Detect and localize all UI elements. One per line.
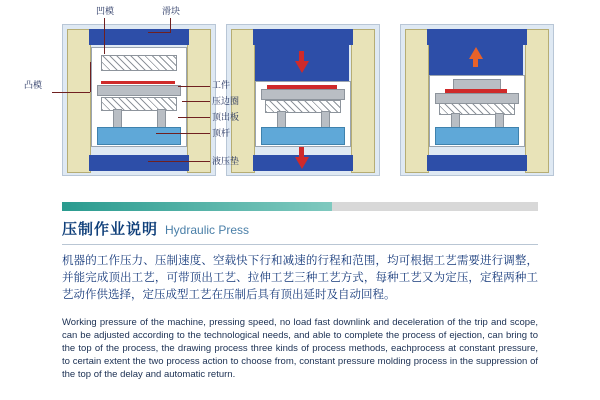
- convex-die-shape: [101, 55, 177, 71]
- leader-blank-holder: [182, 101, 210, 102]
- hydraulic-cushion-shape: [261, 127, 345, 145]
- label-hydraulic-cushion: 液压垫: [212, 156, 240, 166]
- diagram-panel-pressing: [226, 24, 380, 176]
- hydraulic-cushion-shape: [97, 127, 181, 145]
- label-slider: 滑块: [162, 6, 181, 16]
- leader-convex-die-v: [90, 62, 91, 92]
- diagram-panel-open: [62, 24, 216, 176]
- section-heading-cn: 压制作业说明: [62, 221, 159, 238]
- leader-ejector-rod: [156, 133, 210, 134]
- label-convex-die: 凸模: [24, 80, 43, 90]
- press-bed: [427, 155, 527, 171]
- press-bed: [89, 155, 189, 171]
- label-concave-die: 凹模: [96, 6, 115, 16]
- down-arrow-stem: [299, 147, 304, 157]
- press-crown: [427, 29, 527, 45]
- workpiece-shape: [101, 81, 175, 84]
- section-divider: [62, 202, 538, 211]
- description-section: [62, 218, 538, 390]
- heading-rule: [62, 244, 538, 245]
- ejector-rod-shape: [113, 109, 122, 129]
- leader-convex-die: [52, 92, 90, 93]
- leader-slider-h: [148, 32, 171, 33]
- section-heading-en: Hydraulic Press: [165, 223, 250, 237]
- down-arrow-stem: [299, 51, 304, 61]
- ejector-rod-shape: [157, 109, 166, 129]
- body-text-cn: 机器的工作压力、压制速度、空载快下行和减速的行程和范围，均可根据工艺需要进行调整，并能完成顶出工艺，可带顶出工艺、拉伸工艺三种工艺方式，每种工艺又为定压，定程两种工艺动作供选择，定压成型工艺在压制后具有顶出延时及自动回程。: [62, 255, 538, 301]
- press-crown: [253, 29, 353, 45]
- leader-ejector-plate: [178, 117, 210, 118]
- down-arrow-head: [295, 61, 309, 73]
- label-workpiece: 工件: [212, 80, 231, 90]
- hydraulic-cushion-shape: [435, 127, 519, 145]
- section-divider-accent: [62, 202, 332, 211]
- leader-concave-die: [104, 18, 105, 54]
- press-frame-right: [525, 29, 549, 173]
- leader-hydraulic-cushion: [148, 161, 210, 162]
- leader-slider-v: [170, 18, 171, 32]
- press-frame-right: [351, 29, 375, 173]
- section-heading: [62, 218, 538, 242]
- up-arrow-head: [469, 47, 483, 59]
- blank-holder-shape: [97, 85, 181, 96]
- blank-holder-shape: [261, 89, 345, 100]
- leader-workpiece: [178, 86, 210, 87]
- press-frame-left: [405, 29, 429, 173]
- body-text-en: Working pressure of the machine, pressing speed, no load fast downlink and deceleration of the trip and scope, can be adjusted according to the technological needs, and able to complete the process of ejection, can bring to the top of the process, the drawing process three kinds of process methods, eachprocess at constant pressure, to certain extent the two process action to choose from, constant pressure molding process in the suppression of the top of the delay and automatic return.: [62, 316, 538, 380]
- label-blank-holder: 压边圈: [212, 96, 240, 106]
- label-ejector-rod: 顶杆: [212, 128, 231, 138]
- label-ejector-plate: 顶出板: [212, 112, 240, 122]
- diagram-panel-ejecting: [400, 24, 554, 176]
- press-frame-left: [67, 29, 91, 173]
- down-arrow-head: [295, 157, 309, 169]
